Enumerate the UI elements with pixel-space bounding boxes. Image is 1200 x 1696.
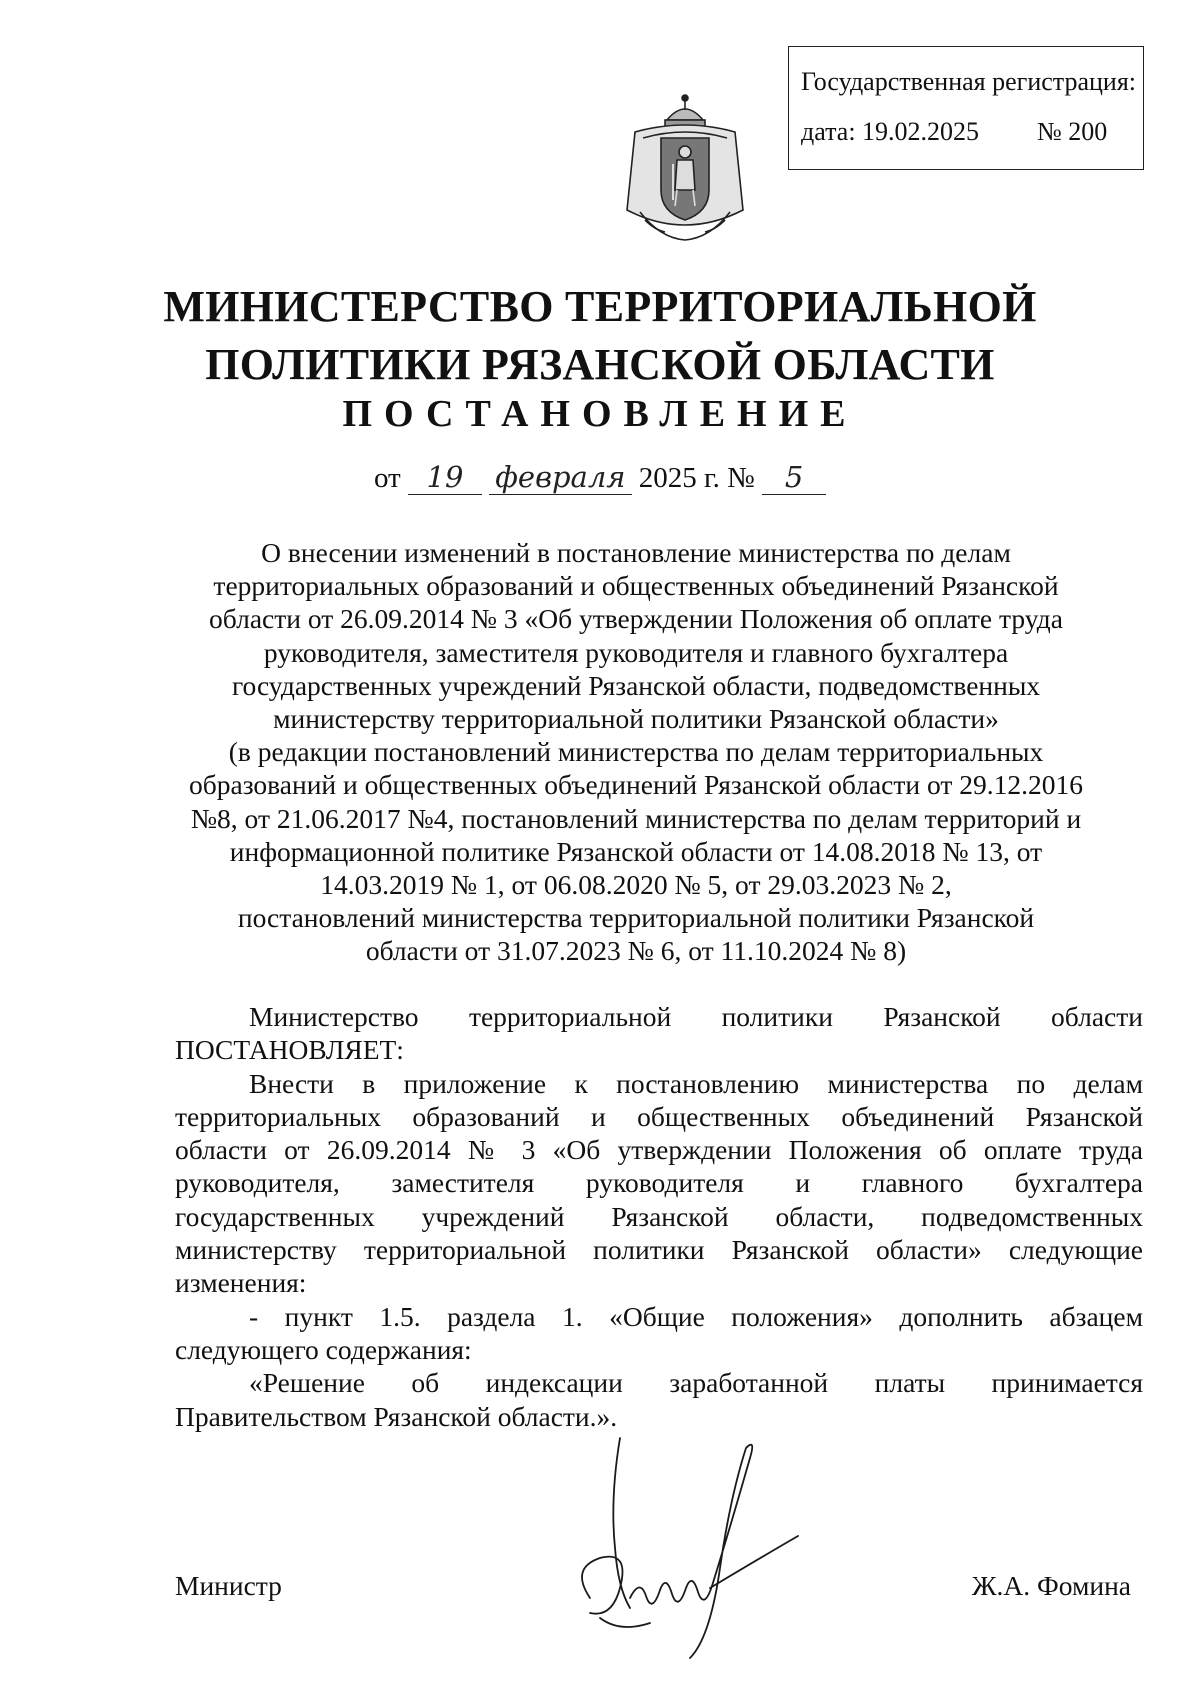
paragraph-item: [175, 1300, 1143, 1367]
body-line: - пункт 1.5. раздела 1. «Общие положения» дополнить абзацем: [249, 1300, 1143, 1332]
body-line: государственных учреждений Рязанской области, подведомственных: [175, 1200, 1143, 1232]
paragraph-amendment: [175, 1067, 1143, 1300]
body-line: Правительством Рязанской области.».: [175, 1400, 618, 1432]
registration-date: дата: 19.02.2025: [801, 117, 980, 146]
handwritten-number: 5: [762, 460, 826, 495]
body-line: Министерство территориальной политики Рязанской области: [249, 1001, 1143, 1032]
subject-line: образований и общественных объединений Рязанской области от 29.12.2016: [189, 769, 1083, 801]
document-type: ПОСТАНОВЛЕНИЕ: [342, 393, 858, 435]
registration-title: Государственная регистрация:: [801, 67, 1137, 96]
subject-line: области от 26.09.2014 № 3 «Об утверждении Положения об оплате труда: [209, 603, 1063, 635]
subject-line: О внесении изменений в постановление министерства по делам: [261, 537, 1011, 568]
handwritten-signature: [560, 1418, 800, 1668]
handwritten-month: февраля: [489, 460, 631, 495]
document-body: [175, 1000, 1143, 1433]
coat-of-arms-icon: [615, 90, 755, 250]
subject-line: №8, от 21.06.2017 №4, постановлений министерства по делам территорий и: [190, 802, 1082, 834]
subject-line: государственных учреждений Рязанской области, подведомственных: [231, 669, 1041, 701]
ministry-title-line-2: ПОЛИТИКИ РЯЗАНСКОЙ ОБЛАСТИ: [205, 340, 995, 389]
ministry-title: [0, 278, 1200, 394]
body-line: «Решение об индексации заработанной платы принимается: [249, 1367, 1143, 1399]
body-line: территориальных образований и общественных объединений Рязанской: [175, 1100, 1143, 1132]
subject-line: 14.03.2019 № 1, от 06.08.2020 № 5, от 29.03.2023 № 2,: [320, 869, 952, 901]
subject-line: области от 31.07.2023 № 6, от 11.10.2024 № 8): [365, 935, 907, 967]
date-year: 2025 г. №: [638, 462, 755, 494]
paragraph-preamble: [175, 1000, 1143, 1067]
subject-line: информационной политике Рязанской области от 14.08.2018 № 13, от: [229, 835, 1043, 867]
body-line: министерству территориальной политики Рязанской области» следующие: [175, 1234, 1143, 1266]
body-line: изменения:: [175, 1267, 307, 1299]
body-line: следующего содержания:: [175, 1333, 472, 1365]
registration-stamp: [788, 46, 1144, 170]
body-line: Внести в приложение к постановлению министерства по делам: [249, 1067, 1143, 1099]
signer-name: Ж.А. Фомина: [971, 1570, 1131, 1601]
date-line: [0, 460, 1200, 495]
signer-role: Министр: [175, 1570, 282, 1601]
subject-heading: [186, 536, 1086, 968]
subject-line: постановлений министерства территориальной политики Рязанской: [237, 902, 1035, 934]
subject-line: руководителя, заместителя руководителя и главного бухгалтера: [263, 636, 1009, 668]
body-line: ПОСТАНОВЛЯЕТ:: [175, 1034, 404, 1066]
subject-line: территориальных образований и общественных объединений Рязанской: [213, 570, 1059, 602]
subject-line: министерству территориальной политики Рязанской области»: [273, 703, 999, 735]
date-prefix: от: [373, 462, 401, 494]
ministry-title-line-1: МИНИСТЕРСТВО ТЕРРИТОРИАЛЬНОЙ: [163, 282, 1037, 331]
subject-line: (в редакции постановлений министерства по делам территориальных: [228, 736, 1044, 768]
body-line: области от 26.09.2014 № 3 «Об утверждении Положения об оплате труда: [175, 1134, 1143, 1166]
handwritten-day: 19: [408, 460, 482, 495]
body-line: руководителя, заместителя руководителя и главного бухгалтера: [175, 1167, 1143, 1199]
registration-number: № 200: [1037, 117, 1108, 146]
